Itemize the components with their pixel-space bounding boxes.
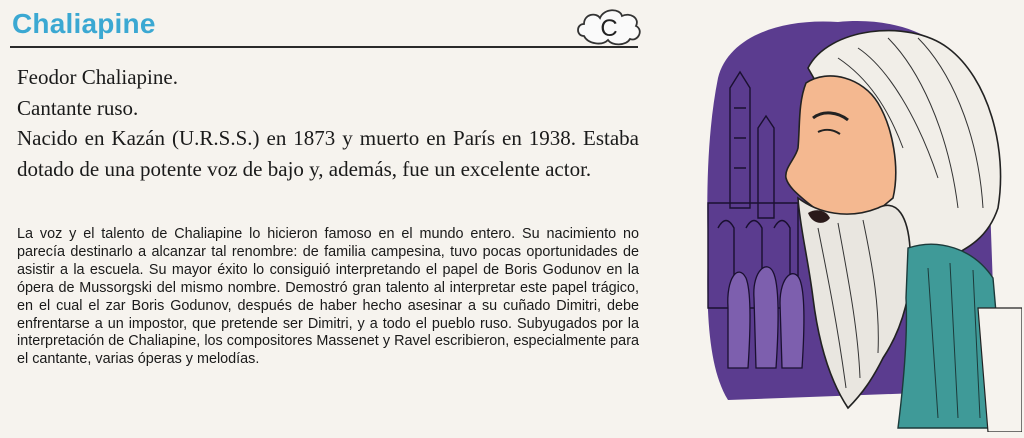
lead-paragraph	[17, 62, 639, 184]
lead-line-name: Feodor Chaliapine.	[17, 65, 178, 89]
letter-cloud-icon	[574, 6, 644, 48]
body-paragraph: La voz y el talento de Chaliapine lo hicieron famoso en el mundo entero. Su nacimiento no parecía destinarlo a alcanzar tal renombre: de familia campesina, tuvo pocas oportunidades de asistir a la escuela. Su mayor éxito lo consiguió interpretando el papel de Boris Godunov en la ópera de Mussorgski del mismo nombre. Demostró gran talento al interpretar este papel trágico, en el cual el zar Boris Godunov, después de haber hecho asesinar a su cuñado Dimitri, debe enfrentarse a un impostor, que pretende ser Dimitri, y a todo el pueblo ruso. Subyugados por la interpretación de Chaliapine, los compositores Massenet y Ravel escribieron, especialmente para el cantante, varias óperas y melodías.	[17, 226, 639, 368]
lead-line-occupation: Cantante ruso.	[17, 95, 139, 120]
title-divider	[10, 46, 638, 48]
portrait-illustration	[688, 8, 1022, 432]
page-title: Chaliapine	[12, 8, 156, 39]
crowd-figures	[728, 267, 804, 368]
lead-line-bio: Nacido en Kazán (U.R.S.S.) en 1873 y muerto en París en 1938. Estaba dotado de una potente voz de bajo y, además, fue un excelente actor.	[17, 126, 639, 181]
letter-glyph: C	[600, 15, 618, 42]
